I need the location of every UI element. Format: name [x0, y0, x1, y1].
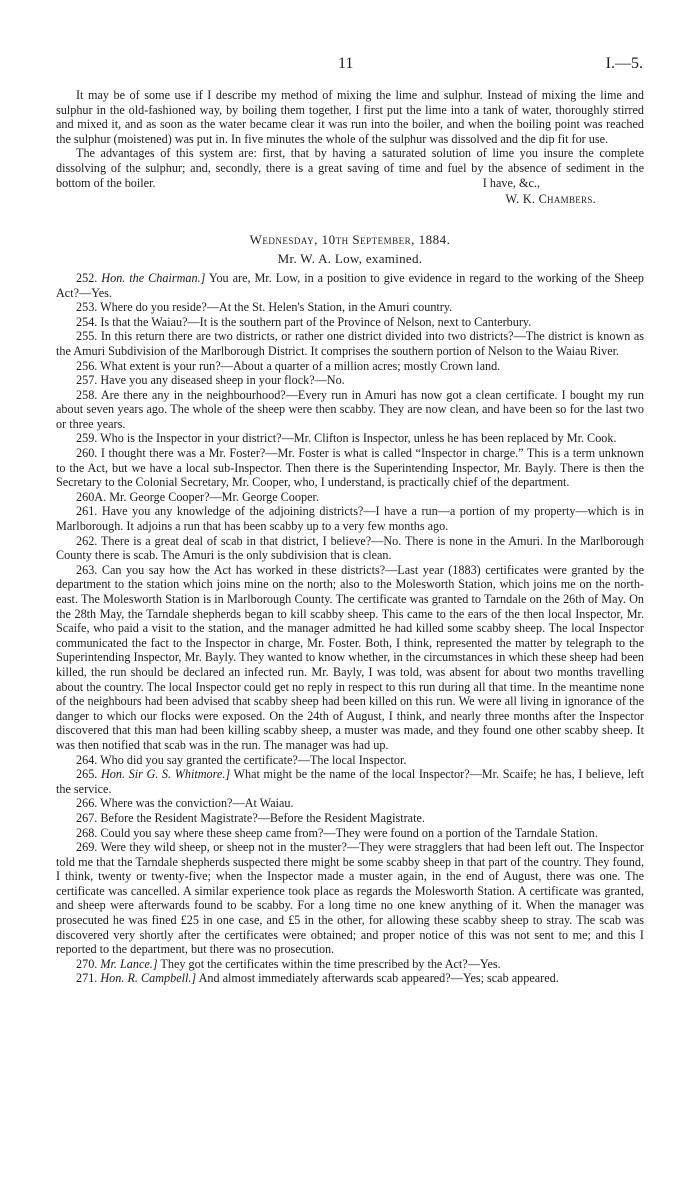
letter-signature: W. K. Chambers.	[505, 192, 596, 207]
question-number: 269.	[76, 840, 101, 855]
testimony-paragraph	[56, 300, 644, 315]
testimony-paragraph	[56, 753, 644, 768]
question-answer-text: And almost immediately afterwards scab appeared?—Yes; scab appeared.	[198, 971, 559, 986]
question-number: 260.	[76, 446, 101, 461]
question-answer-text: Who did you say granted the certificate?—The local Inspector.	[100, 752, 407, 767]
speaker-label: Hon. Sir G. S. Whitmore.]	[100, 767, 231, 782]
page-header	[0, 55, 700, 75]
question-answer-text: Where do you reside?—At the St. Helen's Station, in the Amuri country.	[100, 300, 453, 315]
question-number: 268.	[76, 825, 101, 840]
speaker-label: Hon. R. Campbell.]	[100, 971, 197, 986]
question-answer-text: Were they wild sheep, or sheep not in the muster?—They were stragglers that had been left out. The Inspector told me that the Tarndale shepherds suspected there might be some scabby sheep in that part of the country. They found, I think, twenty or twenty-five; when the Inspector made a muster again, in the end of August, there was one. The certificate was cancelled. A similar experience took place as regards the Molesworth Station. A certificate was granted, and sheep were afterwards found to be scabby. For a long time no one knew anything of it. When the manager was prosecuted he was fined £25 in one case, and £5 in the other, for allowing these scabby sheep to stray. The scab was discovered very shortly after the certificates were obtained; and proper notice of this was not sent to me; and this I reported to the department, but there was no prosecution.	[56, 840, 644, 957]
question-number: 255.	[76, 329, 101, 344]
testimony-paragraph	[56, 431, 644, 446]
question-answer-text: Mr. George Cooper?—Mr. George Cooper.	[109, 489, 319, 504]
testimony	[56, 271, 644, 986]
letter-closing: I have, &c.,	[482, 175, 540, 190]
page-body	[56, 88, 644, 986]
question-number: 259.	[76, 431, 101, 446]
question-number: 261.	[76, 504, 102, 519]
question-number: 256.	[76, 358, 101, 373]
testimony-paragraph	[56, 971, 644, 986]
testimony-paragraph	[56, 840, 644, 957]
testimony-paragraph	[56, 446, 644, 490]
question-answer-text: Who is the Inspector in your district?—Mr. Clifton is Inspector, unless he has been replaced by Mr. Cook.	[100, 431, 617, 446]
question-answer-text: You are, Mr. Low, in a position to give evidence in regard to the working of the Sheep Act?—Yes.	[56, 270, 644, 300]
testimony-paragraph	[56, 811, 644, 826]
session-date: Wednesday, 10th September, 1884.	[249, 231, 451, 247]
question-answer-text: I thought there was a Mr. Foster?—Mr. Foster is what is called “Inspector in charge.” This is a term unknown to the Act, but we have a local sub-Inspector. Then there is the Superintending Inspector, Mr. Bayly. There is then the Secretary to the Colonial Secretary, Mr. Cooper, who, I understand, is practically chief of the department.	[56, 446, 644, 490]
question-answer-text: Have you any diseased sheep in your flock?—No.	[100, 373, 345, 388]
question-answer-text: Is that the Waiau?—It is the southern part of the Province of Nelson, next to Canterbury.	[100, 314, 532, 329]
question-number: 270.	[76, 956, 101, 971]
testimony-paragraph	[56, 315, 644, 330]
question-number: 266.	[76, 796, 101, 811]
speaker-label: Mr. Lance.]	[100, 956, 158, 971]
letter-paragraph: It may be of some use if I describe my method of mixing the lime and sulphur. Instead of mixing the lime and sulphur in the old-fashioned way, by boiling them together, I first put the lime into a tank of water, thoroughly stirred and mixed it, and as soon as the water became clear it was run into the boiler, and when the boiling point was reached the sulphur (moistened) was put in. In five minutes the whole of the sulphur was dissolved and the dip fit for use.	[56, 88, 644, 146]
testimony-paragraph	[56, 504, 644, 533]
question-number: 254.	[76, 314, 101, 329]
question-answer-text: What extent is your run?—About a quarter of a million acres; mostly Crown land.	[100, 358, 501, 373]
question-answer-text: Could you say where these sheep came from?—They were found on a portion of the Tarndale Station.	[100, 825, 598, 840]
witness-heading: Mr. W. A. Low, examined.	[277, 251, 423, 267]
document-reference: I.—5.	[605, 55, 643, 72]
page-number: 11	[338, 55, 354, 72]
letter-paragraph-text: The advantages of this system are: first, that by having a saturated solution of lime you insure the complete dissolving of the sulphur; and, secondly, there is a great saving of time and fuel by the absence of sediment in the bottom of the boiler.	[56, 146, 644, 190]
question-number: 264.	[76, 752, 101, 767]
question-answer-text: Have you any knowledge of the adjoining districts?—I have a run—a portion of my property—which is in Marlborough. It adjoins a run that has been scabby up to a very few months ago.	[56, 504, 644, 534]
testimony-paragraph	[56, 796, 644, 811]
question-number: 257.	[76, 373, 101, 388]
question-number: 260A.	[76, 489, 110, 504]
testimony-paragraph	[56, 490, 644, 505]
question-answer-text: They got the certificates within the time prescribed by the Act?—Yes.	[160, 956, 501, 971]
question-answer-text: Are there any in the neighbourhood?—Every run in Amuri has now got a clean certificate. I bought my run about seven years ago. The whole of the sheep were then scabby. They are now clean, and have been so for the last two or three years.	[56, 387, 645, 431]
letter-paragraph	[56, 146, 644, 190]
testimony-paragraph	[56, 534, 644, 563]
question-answer-text: There is a great deal of scab in that district, I believe?—No. There is none in the Amuri. In the Marlborough County there is scab. The Amuri is the only subdivision that is clean.	[56, 533, 645, 563]
question-answer-text: What might be the name of the local Inspector?—Mr. Scaife; he has, I believe, left the service.	[56, 767, 644, 796]
question-number: 267.	[76, 810, 101, 825]
question-number: 263.	[76, 562, 102, 577]
question-number: 271.	[76, 971, 101, 986]
question-number: 252.	[76, 270, 102, 285]
question-answer-text: Before the Resident Magistrate?—Before the Resident Magistrate.	[100, 810, 425, 825]
question-number: 262.	[76, 533, 101, 548]
testimony-paragraph	[56, 957, 644, 972]
question-answer-text: Can you say how the Act has worked in these districts?—Last year (1883) certificates were granted by the department to the station which joins mine on the north; also to the Molesworth Station, which joins me on the north-east. The Molesworth Station is in Marlborough County. The certificate was granted to Tarndale on the 26th of May. On the 28th May, the Tarndale shepherds began to kill scabby sheep. This came to the ears of the then local Inspector, Mr. Scaife, who paid a visit to the station, and the manager admitted he had killed some scabby sheep. The local Inspector communicated the fact to the Inspector in charge, Mr. Foster. Both, I think, represented the matter by telegraph to the Superintending Inspector, Mr. Bayly. They wanted to know whether, in the circumstances in which these sheep had been killed, the run should be declared an infected run. Mr. Bayly, I was told, was absent for about two months travelling about the country. The local Inspector could get no reply in respect to this run during all that time. In the meantime none of the neighbours had been advised that scabby sheep had been killed on this run. We were all living in ignorance of the danger to which our flocks were exposed. On the 24th of August, I think, and nearly three months after the Inspector discovered that this man had been killing scabby sheep, a muster was made, and they found one other scabby sheep. It was then notified that scab was in the run. The manager was had up.	[56, 562, 644, 752]
testimony-paragraph	[56, 826, 644, 841]
speaker-label: Hon. the Chairman.]	[101, 270, 206, 285]
testimony-paragraph	[56, 329, 644, 358]
testimony-paragraph	[56, 563, 644, 753]
testimony-paragraph	[56, 767, 644, 796]
testimony-paragraph	[56, 271, 644, 300]
testimony-paragraph	[56, 388, 644, 432]
testimony-paragraph	[56, 359, 644, 374]
question-number: 265.	[76, 767, 101, 782]
question-number: 253.	[76, 300, 101, 315]
testimony-paragraph	[56, 373, 644, 388]
question-answer-text: In this return there are two districts, or rather one district divided into two districts?—The district is known as the Amuri Subdivision of the Marlborough District. It comprises the southern portion of Nelson to the Waiau River.	[56, 329, 644, 358]
question-number: 258.	[76, 387, 101, 402]
question-answer-text: Where was the conviction?—At Waiau.	[100, 796, 294, 811]
